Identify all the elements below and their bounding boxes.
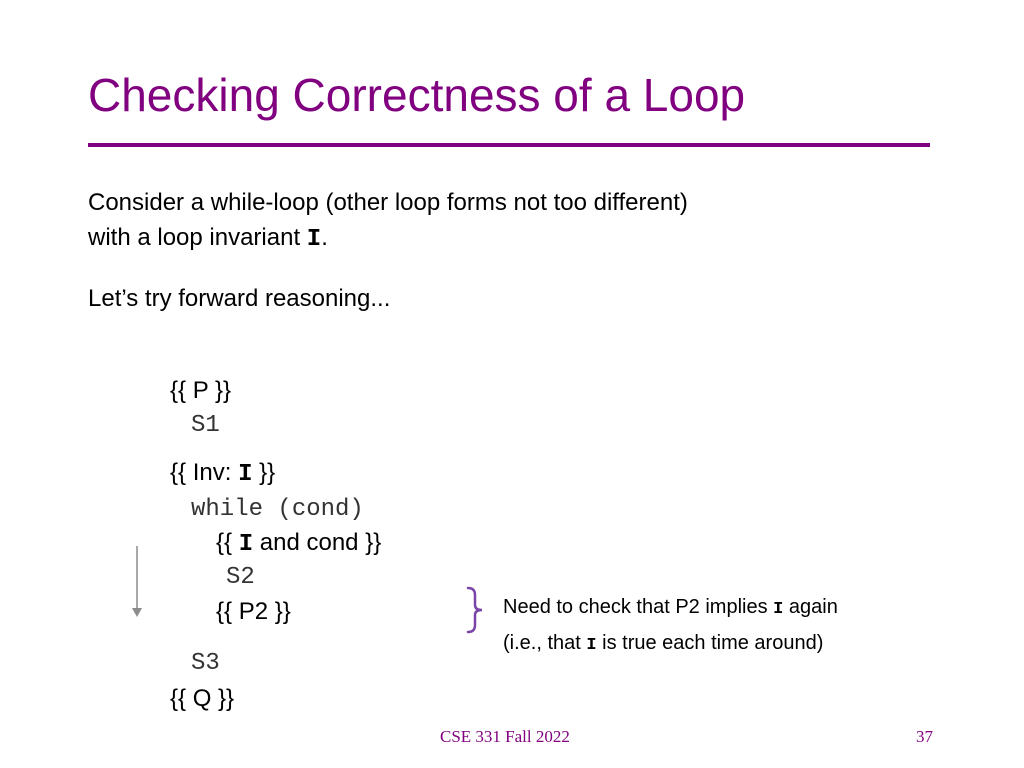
statement-s2: S2 xyxy=(226,564,255,591)
inv-prefix: {{ Inv: xyxy=(170,459,239,486)
forward-reasoning-text: Let’s try forward reasoning... xyxy=(88,285,391,312)
annotation-line-2-suffix: is true each time around) xyxy=(596,632,824,654)
annotation-line-2 xyxy=(503,633,823,654)
slide-title: Checking Correctness of a Loop xyxy=(88,69,746,121)
body-pre-prefix: {{ xyxy=(216,529,239,556)
statement-s3: S3 xyxy=(191,650,220,677)
intro-line-2-prefix: with a loop invariant xyxy=(88,224,307,251)
right-brace-icon xyxy=(464,585,492,635)
annotation-line-1-prefix: Need to check that P2 implies xyxy=(503,596,774,618)
precondition-p: {{ P }} xyxy=(170,377,231,404)
postcondition-q: {{ Q }} xyxy=(170,685,235,712)
title-underline xyxy=(88,143,930,147)
body-pre-var: I xyxy=(238,531,254,558)
annotation-line-1-suffix: again xyxy=(783,596,838,618)
body-pre-suffix: and cond }} xyxy=(253,529,382,556)
annotation-line-2-prefix: (i.e., that xyxy=(503,632,587,654)
invariant-code: I xyxy=(306,226,322,253)
footer-course: CSE 331 Fall 2022 xyxy=(440,727,570,746)
annotation-line-2-var: I xyxy=(586,636,597,655)
inv-suffix: }} xyxy=(252,459,276,486)
loop-invariant xyxy=(170,461,275,487)
while-statement: while (cond) xyxy=(191,496,364,523)
intro-line-2 xyxy=(88,226,328,252)
intro-line-2-suffix: . xyxy=(321,224,328,251)
loop-body-postcondition: {{ P2 }} xyxy=(216,598,291,625)
footer-page-number: 37 xyxy=(916,727,933,746)
annotation-line-1-var: I xyxy=(773,600,784,619)
statement-s1: S1 xyxy=(191,412,220,439)
inv-var: I xyxy=(238,461,253,488)
loop-body-precondition xyxy=(216,531,381,557)
intro-line-1: Consider a while-loop (other loop forms not too different) xyxy=(88,189,688,216)
down-arrow-icon xyxy=(128,544,146,620)
annotation-line-1 xyxy=(503,597,838,618)
